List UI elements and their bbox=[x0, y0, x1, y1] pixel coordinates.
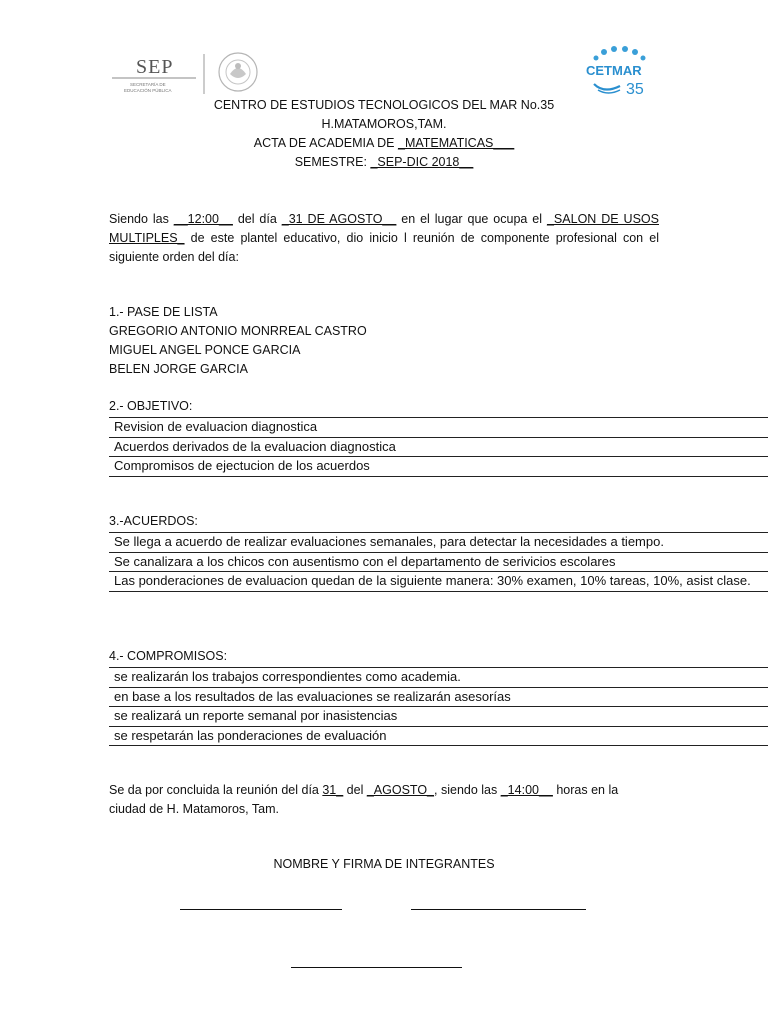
table-row: Se llega a acuerdo de realizar evaluaciones semanales, para detectar la necesidades a tiempo. bbox=[109, 533, 768, 553]
section-pase-lista-heading: 1.- PASE DE LISTA bbox=[109, 305, 218, 319]
table-row: se realizarán los trabajos correspondientes como academia. bbox=[109, 668, 768, 688]
compromisos-table bbox=[109, 667, 768, 746]
closing-text-4: horas en la bbox=[552, 783, 619, 797]
table-row: se realizará un reporte semanal por inasistencias bbox=[109, 707, 768, 727]
intro-paragraph bbox=[109, 210, 659, 267]
attendee-name: BELEN JORGE GARCIA bbox=[109, 362, 248, 376]
header-line-3 bbox=[0, 136, 768, 150]
svg-text:SEP: SEP bbox=[136, 56, 174, 78]
intro-text-2: del día bbox=[232, 212, 282, 226]
section-acuerdos-heading: 3.-ACUERDOS: bbox=[109, 514, 198, 528]
table-row: Las ponderaciones de evaluacion quedan de la siguiente manera: 30% examen, 10% tareas, 10%, asist clase. bbox=[109, 572, 768, 592]
signature-line bbox=[291, 967, 462, 968]
svg-text:EDUCACIÓN PÚBLICA: EDUCACIÓN PÚBLICA bbox=[124, 88, 172, 93]
attendee-name: GREGORIO ANTONIO MONRREAL CASTRO bbox=[109, 324, 367, 338]
signatures-heading: NOMBRE Y FIRMA DE INTEGRANTES bbox=[273, 857, 495, 871]
intro-text-4: de este plantel educativo, dio inicio l reunión de componente profesional con el siguiente orden del día: bbox=[109, 231, 659, 264]
intro-text-1: Siendo las bbox=[109, 212, 174, 226]
meeting-hour: __12:00__ bbox=[173, 212, 233, 226]
closing-month: _AGOSTO_ bbox=[366, 783, 435, 797]
svg-text:35: 35 bbox=[626, 81, 644, 98]
academy-subject: _MATEMATICAS___ bbox=[398, 136, 515, 150]
closing-line-2: ciudad de H. Matamoros, Tam. bbox=[109, 802, 279, 816]
header-line-4-label: SEMESTRE: bbox=[294, 155, 371, 169]
sep-logo bbox=[108, 48, 268, 100]
section-objetivo-heading: 2.- OBJETIVO: bbox=[109, 399, 193, 413]
meeting-date: _31 DE AGOSTO__ bbox=[281, 212, 397, 226]
table-row: Se canalizara a los chicos con ausentismo con el departamento de serivicios escolares bbox=[109, 553, 768, 573]
closing-hour: _14:00__ bbox=[500, 783, 553, 797]
meeting-place-part-1: _SALON DE USOS bbox=[546, 212, 659, 226]
objetivo-table bbox=[109, 417, 768, 477]
attendee-name: MIGUEL ANGEL PONCE GARCIA bbox=[109, 343, 301, 357]
closing-line-1 bbox=[109, 781, 618, 800]
signature-line bbox=[180, 909, 342, 910]
table-row: Compromisos de ejectucion de los acuerdos bbox=[109, 457, 768, 477]
intro-text-3: en el lugar que ocupa el bbox=[396, 212, 547, 226]
closing-text-3: , siendo las bbox=[434, 783, 501, 797]
semester-value: _SEP-DIC 2018__ bbox=[370, 155, 474, 169]
svg-text:SECRETARÍA DE: SECRETARÍA DE bbox=[130, 82, 166, 87]
header-line-3-label: ACTA DE ACADEMIA DE bbox=[253, 136, 398, 150]
acuerdos-table bbox=[109, 532, 768, 592]
table-row: Acuerdos derivados de la evaluacion diagnostica bbox=[109, 438, 768, 458]
table-row: se respetarán las ponderaciones de evaluación bbox=[109, 727, 768, 747]
header-line-4 bbox=[0, 155, 768, 169]
cetmar-logo bbox=[580, 44, 662, 100]
closing-day: 31_ bbox=[322, 783, 344, 797]
header-line-2: H.MATAMOROS,TAM. bbox=[321, 117, 447, 131]
table-row: en base a los resultados de las evaluaciones se realizarán asesorías bbox=[109, 688, 768, 708]
signature-line bbox=[411, 909, 586, 910]
header-line-1: CENTRO DE ESTUDIOS TECNOLOGICOS DEL MAR No.35 bbox=[213, 98, 555, 112]
closing-text-2: del bbox=[343, 783, 367, 797]
table-row: Revision de evaluacion diagnostica bbox=[109, 418, 768, 438]
svg-text:CETMAR: CETMAR bbox=[586, 63, 642, 78]
closing-text-1: Se da por concluida la reunión del día bbox=[109, 783, 323, 797]
section-compromisos-heading: 4.- COMPROMISOS: bbox=[109, 649, 228, 663]
meeting-place-part-2: MULTIPLES_ bbox=[109, 231, 185, 245]
